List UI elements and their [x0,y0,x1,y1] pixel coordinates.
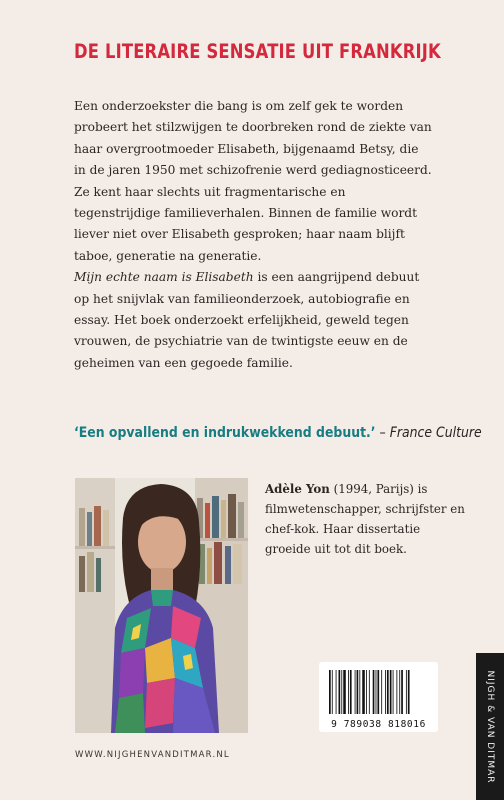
press-quote [74,425,482,441]
isbn-number: 9 789038 818016 [331,719,426,730]
quote-dash: – [375,425,390,441]
author-photo [75,478,248,733]
book-title: Mijn echte naam is Elisabeth [74,270,254,285]
blurb-paragraph-2-text: is een aangrijpend debuut op het snijvlak van familieonderzoek, autobiografie en essay. Het boek onderzoekt erfelijkheid, geweld tegen vrouwen, de psychiatrie van de twintigste eeuw en de geheimen van een gegoede familie. [74,270,420,370]
blurb [74,96,434,374]
publisher-website[interactable]: WWW.NIJGHENVANDITMAR.NL [75,750,230,760]
blurb-paragraph-1: Een onderzoekster die bang is om zelf gek te worden probeert het stilzwijgen te doorbreken rond de ziekte van haar overgrootmoeder Elisabeth, bijgenaamd Betsy, die in de jaren 1950 met schizofrenie werd gediagnosticeerd. Ze kent haar slechts uit fragmentarische en tegenstrijdige familieverhalen. Binnen de familie wordt liever niet over Elisabeth gesproken; haar naam blijft taboe, generatie na generatie. [74,99,432,263]
quote-source: France Culture [389,425,482,441]
quote-text: ‘Een opvallend en indrukwekkend debuut.’ [74,425,376,441]
barcode-bars [328,670,429,714]
headline: DE LITERAIRE SENSATIE UIT FRANKRIJK [74,40,441,63]
blurb-paragraph-2 [74,267,434,374]
publisher-spine [476,653,504,800]
author-bio [265,479,465,559]
author-name: Adèle Yon [265,482,330,496]
publisher-name: NIJGH & VAN DITMAR [485,669,495,784]
author-bio-text: (1994, Parijs) is filmwetenschapper, schrijfster en chef-kok. Haar dissertatie groeide uit tot dit boek. [265,482,465,556]
isbn-barcode [319,662,438,732]
